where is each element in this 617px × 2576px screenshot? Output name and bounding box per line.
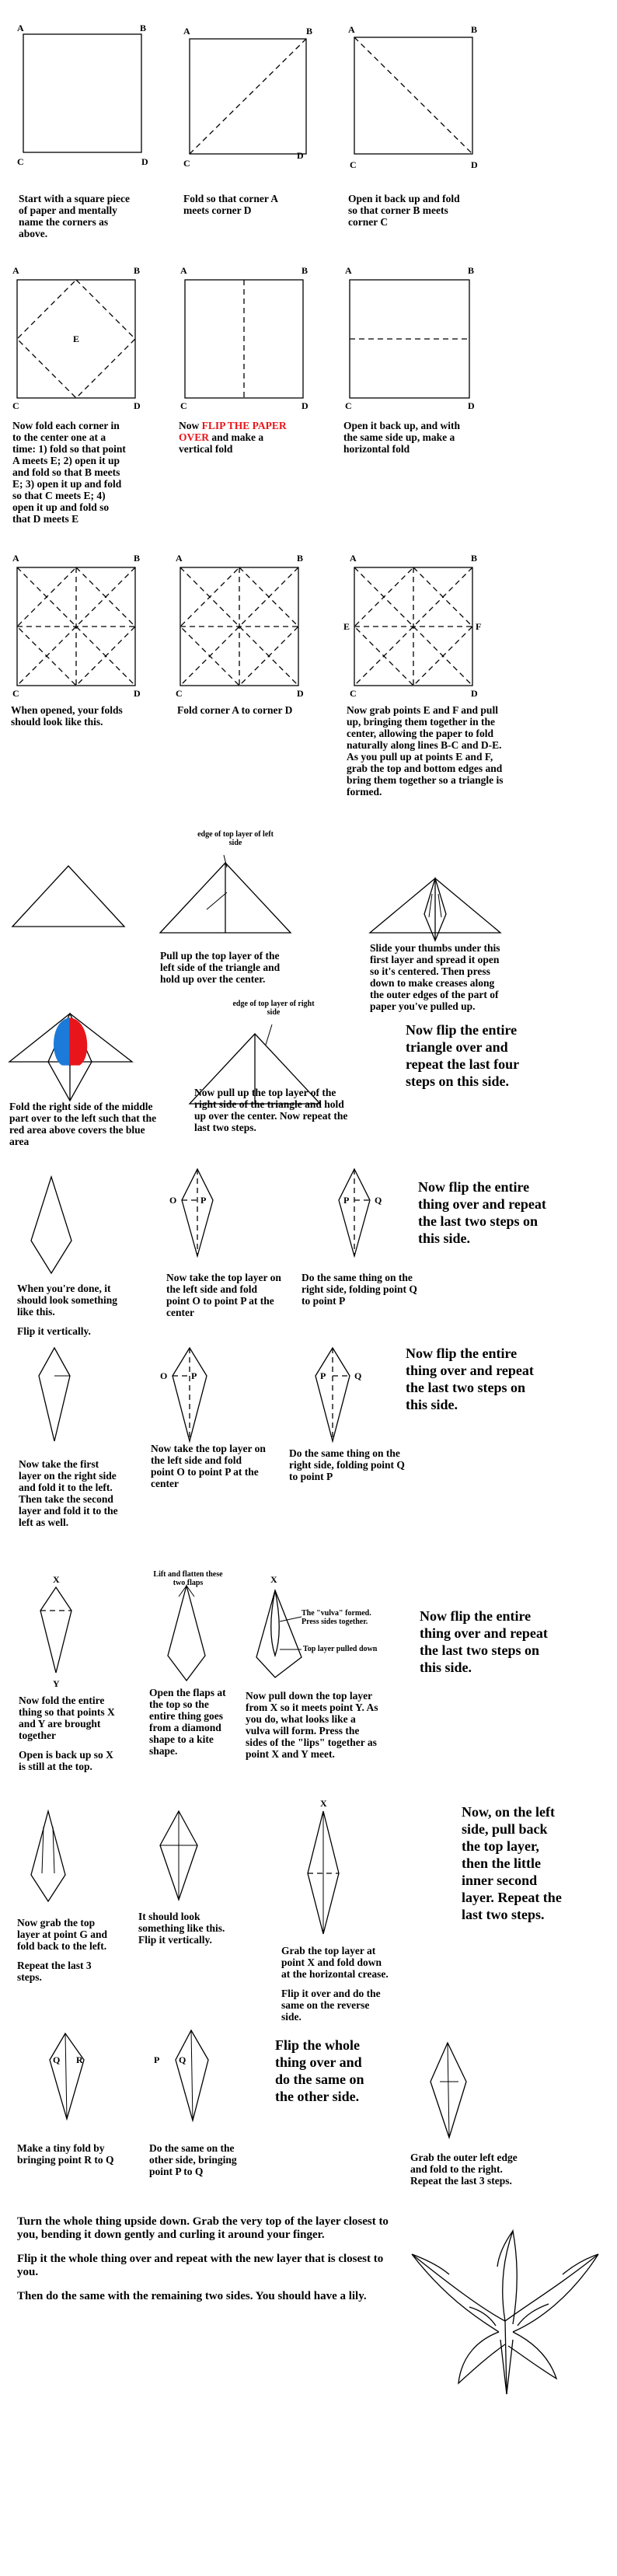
step-caption: Make a tiny fold by bringing point R to Q (17, 2142, 114, 2166)
step-caption-line: Now grab the top layer at point G and fold back to the left. (17, 1917, 108, 1952)
petal-fold-p-diagram (152, 2026, 238, 2134)
step-caption: Now fold each corner in to the center one at a time: 1) fold so that point A meets E; 2) open it up and fold so that B meets E; 3) open it up and fold so that C meets E; 4) open it up and fold so that D meets E (12, 420, 126, 525)
step-caption: Fold so that corner A meets corner D (183, 193, 278, 216)
side-instruction: Now flip the entire thing over and repeat the last two steps on this side. (420, 1608, 548, 1675)
corner-c-label: C (12, 400, 19, 411)
step-caption: Now FLIP THE PAPER OVER and make a vertical fold (179, 420, 287, 455)
step-caption: Now pull up the top layer of the right side of the triangle and hold up over the center. Now repeat the last two steps. (194, 1087, 348, 1133)
square-diagram-corners-to-center (9, 264, 141, 411)
corner-c-label: C (183, 158, 190, 169)
point-p-label: P (343, 1195, 350, 1206)
side-instruction: Now flip the entire triangle over and repeat the last four steps on this side. (406, 1022, 519, 1089)
corner-b-label: B (468, 265, 475, 276)
corner-b-label: B (471, 553, 478, 564)
corner-b-label: B (302, 265, 308, 276)
square-diagram-all-creases (9, 552, 141, 699)
step-caption: Fold the right side of the middle part over to the left such that the red area above covers the blue area (9, 1101, 157, 1147)
annotation-note: edge of top layer of left side (197, 830, 274, 847)
step-caption: Start with a square piece of paper and mentally name the corners as above. (19, 193, 130, 239)
corner-c-label: C (17, 156, 24, 167)
point-q-label: Q (354, 1370, 362, 1381)
step-row-6 (0, 1158, 617, 1345)
point-p-label: P (154, 2054, 160, 2065)
step-caption: It should look something like this. Flip it vertically. (138, 1911, 225, 1946)
step-caption: Open it back up and fold so that corner B meets corner C (348, 193, 460, 228)
corner-d-label: D (297, 150, 304, 161)
corner-c-label: C (176, 688, 183, 699)
step-caption-line: Open is back up so X is still at the top. (19, 1749, 113, 1772)
diamond-fold-o-diagram (155, 1345, 225, 1454)
diamond-fold-q-diagram (323, 1166, 393, 1267)
petal-fold-g-diagram (25, 1803, 87, 1912)
step-caption-line: When you're done, it should look something like this. (17, 1283, 118, 1318)
corner-d-label: D (302, 400, 308, 411)
step-caption (17, 1283, 126, 1345)
corner-d-label: D (134, 688, 141, 699)
diamond-fold-o-diagram (166, 1166, 236, 1267)
corner-a-label: A (348, 24, 355, 35)
corner-c-label: C (12, 688, 19, 699)
step-row-5 (0, 1000, 617, 1158)
step-caption (281, 1945, 390, 2030)
final-paragraph: Turn the whole thing upside down. Grab the very top of the layer closest to you, bending it down gently and curling it around your finger. (17, 2215, 389, 2241)
corner-b-label: B (140, 23, 147, 33)
long-petal-x-diagram (294, 1798, 356, 1943)
step-caption-line: Now fold the entire thing so that points X and Y are brought together (19, 1695, 115, 1741)
point-r-label: R (76, 2054, 83, 2065)
step-row-1 (0, 0, 617, 264)
step-caption: Open it back up, and with the same side up, make a horizontal fold (343, 420, 461, 455)
corner-d-label: D (134, 400, 141, 411)
triangle-diagram (8, 847, 132, 933)
triangle-lift-left-diagram (155, 832, 295, 941)
finished-lily-illustration (404, 2223, 606, 2410)
point-f-label: F (476, 621, 482, 632)
step-caption: Grab the outer left edge and fold to the right. Repeat the last 3 steps. (410, 2152, 518, 2187)
point-e-label: E (343, 621, 350, 632)
square-diagram-diagonal-ad (182, 25, 314, 169)
square-diagram-points-e-f (342, 552, 482, 699)
center-e-label: E (73, 333, 80, 344)
square-diagram-corners (17, 23, 149, 167)
point-q-label: Q (375, 1195, 382, 1206)
diamond-fold-q-diagram (298, 1345, 376, 1454)
step-caption: When opened, your folds should look like this. (11, 704, 123, 728)
step-caption: Open the flaps at the top so the entire thing goes from a diamond shape to a kite shape. (149, 1687, 226, 1757)
corner-b-label: B (134, 553, 141, 564)
corner-a-label: A (17, 23, 24, 33)
square-diagram-horizontal-fold (342, 264, 475, 411)
final-instructions (17, 2215, 398, 2311)
point-y-label: Y (53, 1678, 60, 1689)
step-caption: Do the same thing on the right side, folding point Q to point P (302, 1272, 417, 1307)
point-x-label: X (320, 1798, 327, 1809)
step-caption: Fold corner A to corner D (177, 704, 293, 716)
corner-a-label: A (180, 265, 187, 276)
final-paragraph: Then do the same with the remaining two sides. You should have a lily. (17, 2290, 367, 2302)
annotation-note: The "vulva" formed. Press sides together. (302, 1609, 371, 1626)
corner-d-label: D (468, 400, 475, 411)
step-row-2 (0, 264, 617, 552)
vulva-fold-diagram (256, 1575, 396, 1691)
step-row-3 (0, 552, 617, 832)
corner-d-label: D (297, 688, 304, 699)
corner-a-label: A (12, 265, 19, 276)
petal-diagram (152, 1806, 214, 1908)
corner-a-label: A (12, 553, 19, 564)
side-instruction: Now, on the left side, pull back the top layer, then the little inner second layer. Repeat the last two steps. (462, 1804, 562, 1922)
step-caption: Now pull down the top layer from X so it meets point Y. As you do, what looks like a vulva will form. Press the sides of the "lips" together as point X and Y meet. (246, 1690, 378, 1760)
step-row-9 (0, 1788, 617, 2021)
triangle-spread-diagram (365, 839, 505, 956)
step-caption: Pull up the top layer of the left side of the triangle and hold up over the center. (160, 950, 281, 985)
point-q-label: Q (179, 2054, 186, 2065)
step-caption-line: Grab the top layer at point X and fold down at the horizontal crease. (281, 1945, 389, 1980)
step-caption (17, 1917, 118, 1991)
step-caption: Now take the first layer on the right side and fold it to the left. Then take the second layer and fold it to the left as well. (19, 1458, 118, 1528)
annotation-note: Lift and flatten these two flaps (153, 1570, 223, 1587)
step-caption-line: Flip it over and do the same on the reverse side. (281, 1988, 381, 2023)
point-p-label: P (200, 1195, 207, 1206)
point-q-label: Q (53, 2054, 61, 2065)
corner-b-label: B (134, 265, 141, 276)
point-x-label: X (270, 1574, 277, 1585)
kite-flaps-diagram (148, 1570, 225, 1687)
corner-a-label: A (176, 553, 183, 564)
point-o-label: O (160, 1370, 168, 1381)
kite-xy-diagram (22, 1575, 92, 1691)
point-x-label: X (53, 1574, 60, 1585)
step-row-7 (0, 1345, 617, 1570)
step-caption-line: Flip it vertically. (17, 1325, 91, 1337)
point-o-label: O (169, 1195, 177, 1206)
corner-b-label: B (297, 553, 304, 564)
step-caption: Do the same thing on the right side, folding point Q to point P (289, 1447, 405, 1482)
flip-warning-text: FLIP THE PAPER OVER (179, 420, 287, 443)
petal-fold-r-diagram (36, 2021, 121, 2130)
step-caption-line: Repeat the last 3 steps. (17, 1960, 92, 1983)
corner-a-label: A (350, 553, 357, 564)
point-p-label: P (320, 1370, 326, 1381)
step-caption: Do the same on the other side, bringing point P to Q (149, 2142, 237, 2177)
corner-c-label: C (345, 400, 352, 411)
side-instruction: Flip the whole thing over and do the same on the other side. (275, 2037, 364, 2104)
corner-b-label: B (306, 26, 313, 37)
side-instruction: Now flip the entire thing over and repeat the last two steps on this side. (406, 1346, 534, 1412)
final-paragraph: Flip it the whole thing over and repeat with the new layer that is closest to you. (17, 2253, 384, 2278)
point-p-label: P (191, 1370, 197, 1381)
square-diagram-fold-a-to-d (173, 552, 305, 699)
annotation-note: Top layer pulled down (303, 1645, 378, 1653)
side-instruction: Now flip the entire thing over and repeat the last two steps on this side. (418, 1179, 546, 1246)
step-caption: Now grab points E and F and pull up, bringing them together in the center, allowing the paper to fold naturally along lines B-C and D-E. As you pull up at points E and F, grab the top and bottom edges and bring them together so a triangle is formed. (347, 704, 504, 798)
step-caption: Slide your thumbs under this first layer and spread it open so it's centered. Then press down to make creases along the outer edges of the part of paper you've pulled up. (370, 942, 500, 1012)
corner-c-label: C (350, 159, 357, 170)
step-row-10 (0, 2021, 617, 2208)
diamond-diagram (23, 1345, 93, 1454)
step-caption: Now take the top layer on the left side and fold point O to point P at the center (151, 1443, 266, 1489)
step-caption: Now take the top layer on the left side and fold point O to point P at the center (166, 1272, 281, 1318)
corner-a-label: A (345, 265, 352, 276)
diamond-diagram (23, 1174, 78, 1283)
square-diagram-diagonal-bc (347, 23, 479, 170)
step-caption (19, 1695, 116, 1780)
square-diagram-vertical-fold (177, 264, 309, 411)
corner-d-label: D (141, 156, 148, 167)
corner-c-label: C (180, 400, 187, 411)
petal-outer-edge-diagram (412, 2035, 497, 2152)
triangle-red-blue-diagram (5, 1003, 145, 1112)
step-row-8 (0, 1570, 617, 1788)
corner-b-label: B (471, 24, 478, 35)
corner-c-label: C (350, 688, 357, 699)
corner-a-label: A (183, 26, 190, 37)
final-step (0, 2208, 617, 2576)
corner-d-label: D (471, 688, 478, 699)
corner-d-label: D (471, 159, 478, 170)
annotation-note: edge of top layer of right side (232, 1000, 315, 1017)
